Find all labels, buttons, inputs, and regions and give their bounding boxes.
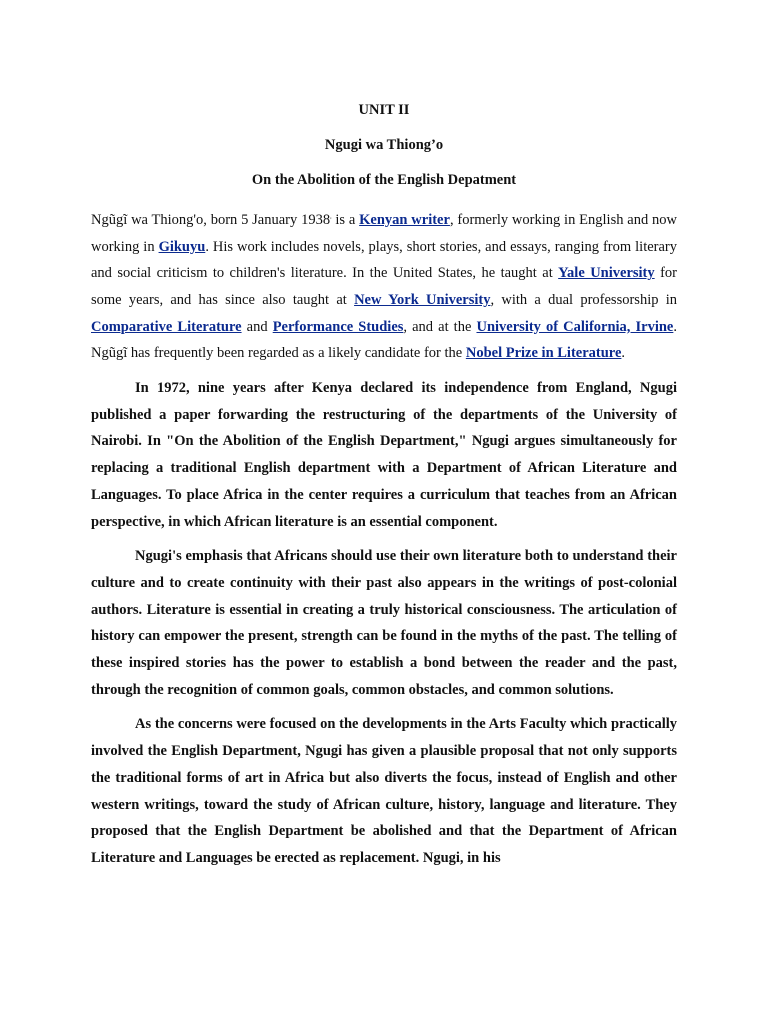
document-title: On the Abolition of the English Depatment bbox=[251, 172, 517, 188]
intro-text-7: and bbox=[241, 318, 273, 335]
unit-heading: UNIT II bbox=[358, 102, 410, 118]
paragraph-concerns: As the concerns were focused on the developments in the Arts Faculty which practically involved the English Department, Ngugi has given a plausible proposal that not only supports the traditional forms of art in Africa but also diverts the focus, instead of English and other western writings, toward the study of African culture, history, language and literature. They proposed that the English Department be abolished and that the Department of African Literature and Languages be erected as replacement. Ngugi, in his bbox=[91, 716, 677, 866]
document-body bbox=[91, 204, 677, 872]
author-heading: Ngugi wa Thiong’o bbox=[324, 137, 444, 153]
link-new-york-university[interactable]: New York University bbox=[354, 291, 491, 308]
paragraph-1972: In 1972, nine years after Kenya declared its independence from England, Ngugi published a paper forwarding the restructuring of the departments of the University of Nairobi. In "On the Abolition of the English Department," Ngugi argues simultaneously for replacing a traditional English department with a Department of African Literature and Languages. To place Africa in the center requires a curriculum that teaches from an African perspective, in which African literature is an essential component. bbox=[91, 380, 677, 530]
intro-text-6: , with a dual professorship in bbox=[490, 291, 678, 308]
link-uc-irvine[interactable]: University of California, Irvine bbox=[476, 318, 674, 335]
link-gikuyu[interactable]: Gikuyu bbox=[158, 238, 206, 255]
link-performance-studies[interactable]: Performance Studies bbox=[272, 318, 404, 335]
link-kenyan-writer[interactable]: Kenyan writer bbox=[359, 211, 450, 228]
intro-text-1: Ngũgĩ wa Thiong'o, born 5 January 1938 bbox=[91, 211, 331, 228]
intro-text-2: is a bbox=[331, 211, 360, 228]
link-comparative-literature[interactable]: Comparative Literature bbox=[91, 318, 242, 335]
paragraph-intro bbox=[91, 204, 677, 367]
intro-text-4: . His work includes novels, plays, short stories, and essays, ranging from literary and social criticism to children's literature. In the United States, he taught at bbox=[91, 238, 678, 282]
link-yale-university[interactable]: Yale University bbox=[558, 265, 655, 282]
intro-text-10: . bbox=[621, 345, 626, 362]
footnote-mark: , bbox=[330, 214, 332, 220]
intro-text-9: . Ngũgĩ has frequently been regarded as a likely candidate for the bbox=[91, 318, 677, 362]
intro-text-3: , formerly working in English and now working in bbox=[91, 211, 677, 255]
intro-text-5: for some years, and has since also taught at bbox=[91, 265, 677, 308]
paragraph-emphasis: Ngugi's emphasis that Africans should use their own literature both to understand their culture and to create continuity with their past also appears in the writings of post-colonial authors. Literature is essential in creating a truly historical consciousness. The articulation of history can empower the present, strength can be found in the myths of the past. The telling of these inspired stories has the power to establish a bond between the reader and the past, through the recognition of common goals, common obstacles, and common solutions. bbox=[91, 548, 677, 698]
link-nobel-prize[interactable]: Nobel Prize in Literature bbox=[465, 345, 622, 362]
intro-text-8: , and at the bbox=[403, 318, 477, 335]
